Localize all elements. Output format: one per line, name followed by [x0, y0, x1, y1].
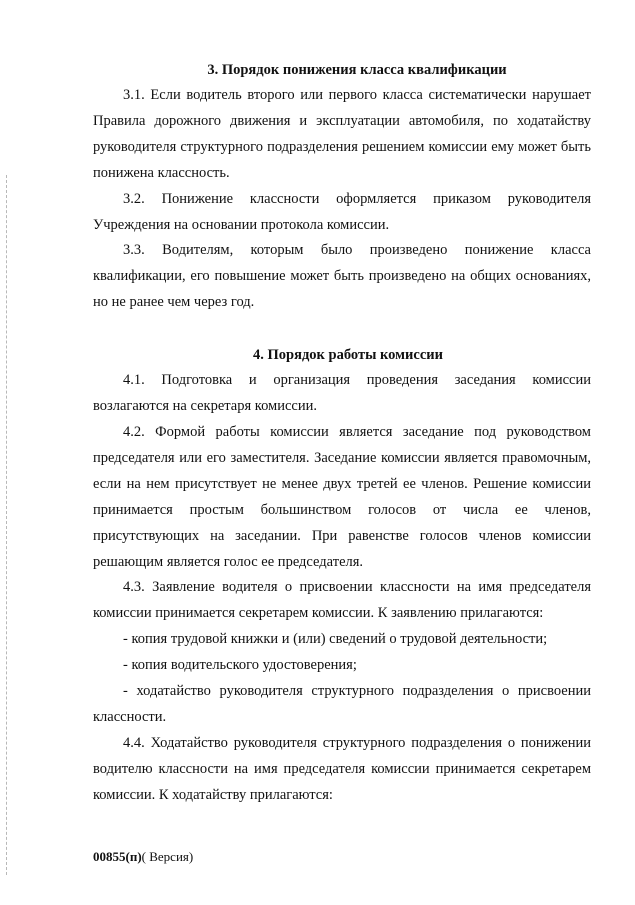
- attachment-list-item: - копия трудовой книжки и (или) сведений о трудовой деятельности;: [123, 631, 548, 648]
- document-footer: [93, 848, 193, 866]
- document-code: 00855(п): [93, 849, 142, 864]
- attachment-list-item: - ходатайство руководителя структурного подразделения о присвоении классности.: [93, 683, 591, 725]
- paragraph-3-3: 3.3. Водителям, которым было произведено понижение класса квалификации, его повышение может быть произведено на общих основаниях, но не ранее чем через год.: [93, 242, 591, 311]
- document-body: [93, 58, 591, 809]
- paragraph-3-2: 3.2. Понижение классности оформляется приказом руководителя Учреждения на основании протокола комиссии.: [93, 190, 591, 233]
- paragraph-3-1: 3.1. Если водитель второго или первого класса систематически нарушает Правила дорожного движения и эксплуатации автомобиля, по ходатайству руководителя структурного подразделения решением комиссии ему может быть понижена классность.: [93, 87, 591, 181]
- scan-edge-line: [6, 175, 8, 875]
- paragraph-4-1: 4.1. Подготовка и организация проведения заседания комиссии возлагаются на секретаря комиссии.: [93, 372, 591, 415]
- paragraph-4-2: 4.2. Формой работы комиссии является заседание под руководством председателя или его заместителя. Заседание комиссии является правомочным, если на нем присутствует не менее двух третей ее членов. Решение комиссии принимается простым большинством голосов от числа ее членов, присутствующих на заседании. При равенстве голосов членов комиссии решающим является голос ее председателя.: [93, 423, 591, 570]
- paragraph-4-4: 4.4. Ходатайство руководителя структурного подразделения о понижении водителю классности на имя председателя комиссии принимается секретарем комиссии. К ходатайству прилагаются:: [93, 734, 591, 803]
- section-3-heading: 3. Порядок понижения класса квалификации: [207, 62, 507, 78]
- paragraph-4-3: 4.3. Заявление водителя о присвоении классности на имя председателя комиссии принимается секретарем комиссии. К заявлению прилагаются:: [93, 579, 591, 622]
- document-version: ( Версия): [141, 849, 194, 864]
- attachment-list-item: - копия водительского удостоверения;: [123, 657, 357, 674]
- section-4-heading: 4. Порядок работы комиссии: [253, 347, 443, 364]
